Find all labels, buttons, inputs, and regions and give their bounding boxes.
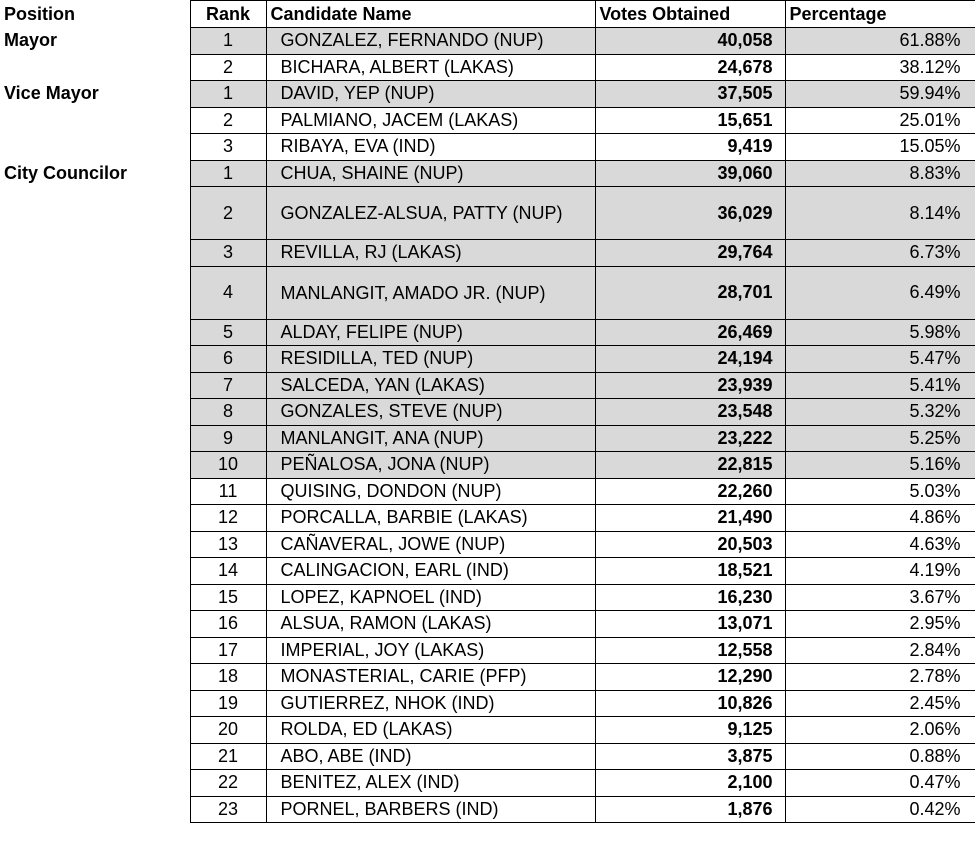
percentage-cell: 5.32% — [785, 399, 975, 426]
table-row — [0, 266, 975, 319]
header-rank: Rank — [190, 1, 266, 28]
table-row — [0, 743, 975, 770]
percentage-cell: 5.25% — [785, 425, 975, 452]
percentage-cell: 2.95% — [785, 611, 975, 638]
votes-cell: 23,548 — [595, 399, 785, 426]
votes-cell: 3,875 — [595, 743, 785, 770]
table-row — [0, 319, 975, 346]
rank-cell: 1 — [190, 28, 266, 55]
candidate-name-cell: PEÑALOSA, JONA (NUP) — [266, 452, 595, 479]
percentage-cell: 4.63% — [785, 531, 975, 558]
position-cell — [0, 240, 190, 267]
percentage-cell: 61.88% — [785, 28, 975, 55]
table-row — [0, 611, 975, 638]
votes-cell: 29,764 — [595, 240, 785, 267]
votes-cell: 22,815 — [595, 452, 785, 479]
candidate-name-cell: PALMIANO, JACEM (LAKAS) — [266, 107, 595, 134]
rank-cell: 10 — [190, 452, 266, 479]
position-cell — [0, 187, 190, 240]
votes-cell: 39,060 — [595, 160, 785, 187]
percentage-cell: 0.42% — [785, 796, 975, 823]
rank-cell: 3 — [190, 240, 266, 267]
table-row — [0, 452, 975, 479]
candidate-name-cell: MANLANGIT, AMADO JR. (NUP) — [266, 266, 595, 319]
table-row — [0, 478, 975, 505]
position-cell — [0, 54, 190, 81]
table-row — [0, 531, 975, 558]
candidate-name-cell: CALINGACION, EARL (IND) — [266, 558, 595, 585]
rank-cell: 3 — [190, 134, 266, 161]
candidate-name-cell: GONZALES, STEVE (NUP) — [266, 399, 595, 426]
position-cell — [0, 134, 190, 161]
candidate-name-cell: REVILLA, RJ (LAKAS) — [266, 240, 595, 267]
table-row — [0, 399, 975, 426]
position-cell — [0, 107, 190, 134]
header-votes: Votes Obtained — [595, 1, 785, 28]
rank-cell: 22 — [190, 770, 266, 797]
table-row — [0, 690, 975, 717]
position-cell — [0, 266, 190, 319]
position-cell: Mayor — [4, 30, 58, 51]
position-cell — [0, 743, 190, 770]
position-cell — [0, 346, 190, 373]
table-row — [0, 134, 975, 161]
votes-cell: 1,876 — [595, 796, 785, 823]
rank-cell: 6 — [190, 346, 266, 373]
rank-cell: 11 — [190, 478, 266, 505]
position-cell — [0, 664, 190, 691]
candidate-name-cell: IMPERIAL, JOY (LAKAS) — [266, 637, 595, 664]
candidate-name-cell: ALDAY, FELIPE (NUP) — [266, 319, 595, 346]
votes-cell: 40,058 — [595, 28, 785, 55]
percentage-cell: 0.88% — [785, 743, 975, 770]
votes-cell: 22,260 — [595, 478, 785, 505]
table-row — [0, 796, 975, 823]
percentage-cell: 8.14% — [785, 187, 975, 240]
position-cell — [0, 611, 190, 638]
table-row — [0, 558, 975, 585]
position-cell — [0, 372, 190, 399]
votes-cell: 21,490 — [595, 505, 785, 532]
table-row — [0, 584, 975, 611]
position-cell — [0, 770, 190, 797]
table-row — [0, 505, 975, 532]
percentage-cell: 5.47% — [785, 346, 975, 373]
votes-cell: 18,521 — [595, 558, 785, 585]
votes-cell: 36,029 — [595, 187, 785, 240]
rank-cell: 4 — [190, 266, 266, 319]
position-cell — [0, 558, 190, 585]
votes-cell: 12,290 — [595, 664, 785, 691]
percentage-cell: 0.47% — [785, 770, 975, 797]
header-percentage: Percentage — [785, 1, 975, 28]
table-row — [0, 637, 975, 664]
votes-cell: 10,826 — [595, 690, 785, 717]
percentage-cell: 8.83% — [785, 160, 975, 187]
percentage-cell: 15.05% — [785, 134, 975, 161]
candidate-name-cell: DAVID, YEP (NUP) — [266, 81, 595, 108]
votes-cell: 23,222 — [595, 425, 785, 452]
rank-cell: 18 — [190, 664, 266, 691]
rank-cell: 17 — [190, 637, 266, 664]
position-cell — [0, 425, 190, 452]
votes-cell: 2,100 — [595, 770, 785, 797]
rank-cell: 1 — [190, 160, 266, 187]
candidate-name-cell: MANLANGIT, ANA (NUP) — [266, 425, 595, 452]
table-row — [0, 187, 975, 240]
candidate-name-cell: BENITEZ, ALEX (IND) — [266, 770, 595, 797]
percentage-cell: 6.73% — [785, 240, 975, 267]
rank-cell: 23 — [190, 796, 266, 823]
table-row — [0, 664, 975, 691]
candidate-name-cell: PORNEL, BARBERS (IND) — [266, 796, 595, 823]
table-row — [0, 717, 975, 744]
candidate-name-cell: RESIDILLA, TED (NUP) — [266, 346, 595, 373]
header-candidate: Candidate Name — [266, 1, 595, 28]
candidate-name-cell: QUISING, DONDON (NUP) — [266, 478, 595, 505]
votes-cell: 37,505 — [595, 81, 785, 108]
percentage-cell: 2.78% — [785, 664, 975, 691]
percentage-cell: 4.19% — [785, 558, 975, 585]
candidate-name-cell: ALSUA, RAMON (LAKAS) — [266, 611, 595, 638]
percentage-cell: 5.41% — [785, 372, 975, 399]
votes-cell: 28,701 — [595, 266, 785, 319]
candidate-name-cell: LOPEZ, KAPNOEL (IND) — [266, 584, 595, 611]
votes-cell: 15,651 — [595, 107, 785, 134]
table-row — [0, 372, 975, 399]
table-row — [0, 28, 975, 55]
rank-cell: 15 — [190, 584, 266, 611]
position-cell — [0, 399, 190, 426]
header-row — [0, 1, 975, 28]
table-row — [0, 346, 975, 373]
percentage-cell: 59.94% — [785, 81, 975, 108]
percentage-cell: 2.45% — [785, 690, 975, 717]
rank-cell: 20 — [190, 717, 266, 744]
candidate-name-cell: SALCEDA, YAN (LAKAS) — [266, 372, 595, 399]
percentage-cell: 5.16% — [785, 452, 975, 479]
table-row — [0, 425, 975, 452]
candidate-name-cell: RIBAYA, EVA (IND) — [266, 134, 595, 161]
table-row — [0, 160, 975, 187]
candidate-name-cell: MONASTERIAL, CARIE (PFP) — [266, 664, 595, 691]
candidate-name-cell: ABO, ABE (IND) — [266, 743, 595, 770]
position-cell — [0, 717, 190, 744]
percentage-cell: 5.03% — [785, 478, 975, 505]
candidate-name-cell: GONZALEZ-ALSUA, PATTY (NUP) — [266, 187, 595, 240]
table-row — [0, 54, 975, 81]
rank-cell: 5 — [190, 319, 266, 346]
votes-cell: 13,071 — [595, 611, 785, 638]
votes-cell: 9,125 — [595, 717, 785, 744]
percentage-cell: 2.06% — [785, 717, 975, 744]
percentage-cell: 25.01% — [785, 107, 975, 134]
table-row — [0, 240, 975, 267]
votes-cell: 24,194 — [595, 346, 785, 373]
position-cell — [0, 690, 190, 717]
table-row — [0, 107, 975, 134]
table-row — [0, 81, 975, 108]
percentage-cell: 4.86% — [785, 505, 975, 532]
position-cell — [0, 637, 190, 664]
candidate-name-cell: GONZALEZ, FERNANDO (NUP) — [266, 28, 595, 55]
percentage-cell: 38.12% — [785, 54, 975, 81]
position-cell — [0, 478, 190, 505]
percentage-cell: 6.49% — [785, 266, 975, 319]
candidate-name-cell: PORCALLA, BARBIE (LAKAS) — [266, 505, 595, 532]
rank-cell: 2 — [190, 54, 266, 81]
rank-cell: 8 — [190, 399, 266, 426]
rank-cell: 1 — [190, 81, 266, 108]
rank-cell: 19 — [190, 690, 266, 717]
votes-cell: 26,469 — [595, 319, 785, 346]
percentage-cell: 2.84% — [785, 637, 975, 664]
votes-cell: 16,230 — [595, 584, 785, 611]
position-cell — [0, 319, 190, 346]
votes-cell: 12,558 — [595, 637, 785, 664]
candidate-name-cell: CAÑAVERAL, JOWE (NUP) — [266, 531, 595, 558]
rank-cell: 2 — [190, 187, 266, 240]
votes-cell: 20,503 — [595, 531, 785, 558]
position-cell — [0, 584, 190, 611]
header-position: Position — [4, 3, 75, 24]
votes-cell: 9,419 — [595, 134, 785, 161]
rank-cell: 2 — [190, 107, 266, 134]
candidate-name-cell: CHUA, SHAINE (NUP) — [266, 160, 595, 187]
rank-cell: 14 — [190, 558, 266, 585]
percentage-cell: 3.67% — [785, 584, 975, 611]
position-cell — [0, 796, 190, 823]
rank-cell: 7 — [190, 372, 266, 399]
rank-cell: 9 — [190, 425, 266, 452]
position-cell — [0, 452, 190, 479]
votes-cell: 24,678 — [595, 54, 785, 81]
rank-cell: 16 — [190, 611, 266, 638]
rank-cell: 12 — [190, 505, 266, 532]
candidate-name-cell: GUTIERREZ, NHOK (IND) — [266, 690, 595, 717]
candidate-name-cell: BICHARA, ALBERT (LAKAS) — [266, 54, 595, 81]
percentage-cell: 5.98% — [785, 319, 975, 346]
rank-cell: 13 — [190, 531, 266, 558]
position-cell — [0, 505, 190, 532]
candidate-name-cell: ROLDA, ED (LAKAS) — [266, 717, 595, 744]
position-cell — [0, 531, 190, 558]
votes-cell: 23,939 — [595, 372, 785, 399]
rank-cell: 21 — [190, 743, 266, 770]
table-row — [0, 770, 975, 797]
position-cell: Vice Mayor — [4, 83, 99, 104]
position-cell: City Councilor — [4, 162, 128, 183]
